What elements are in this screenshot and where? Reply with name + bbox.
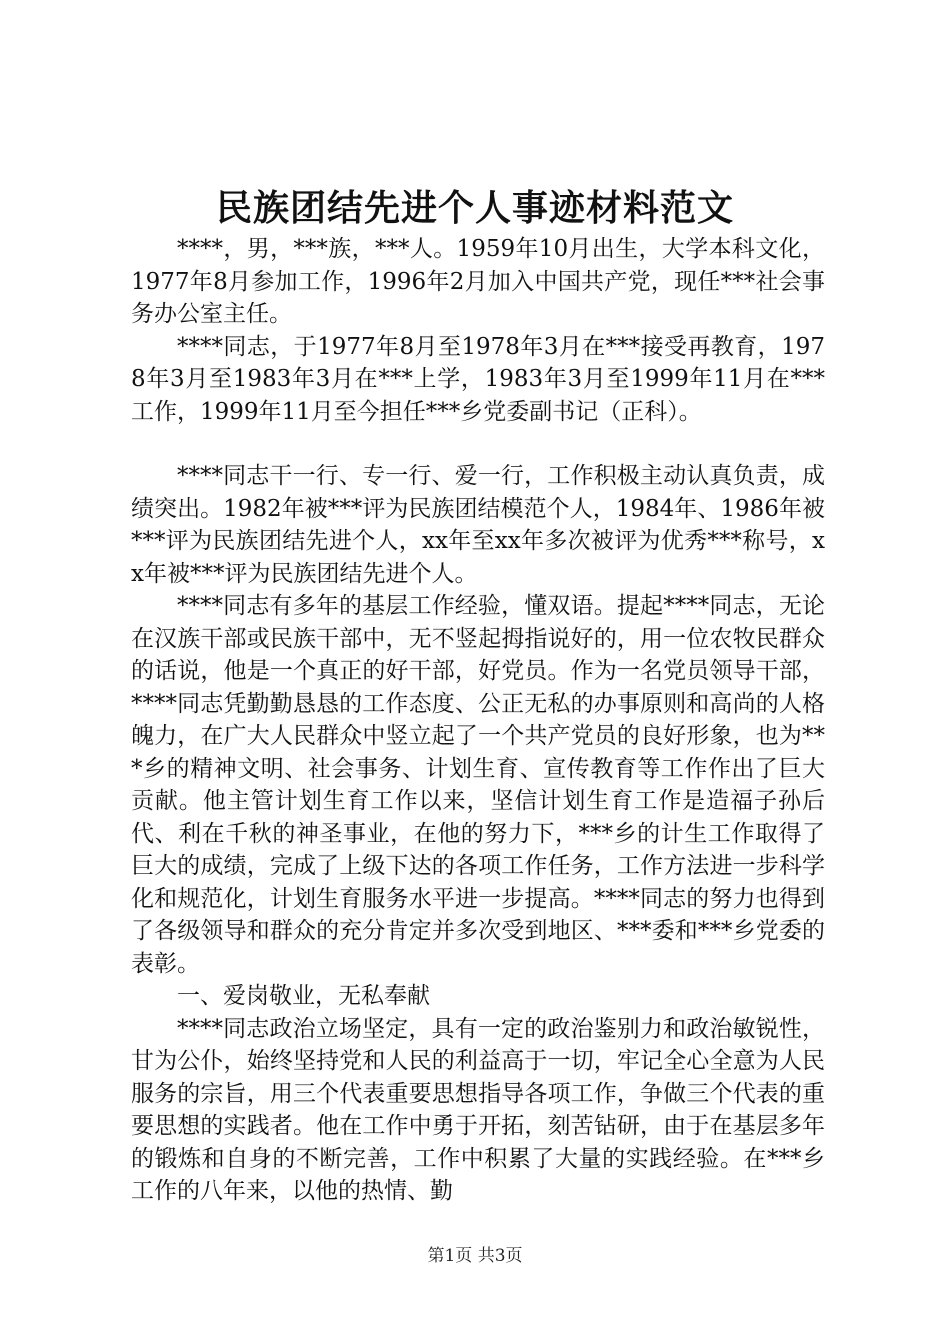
paragraph-honors: ****同志干一行、专一行、爱一行，工作积极主动认真负责，成绩突出。1982年被***评为民族团结模范个人，1984年、1986年被***评为民族团结先进个人，xx年至xx年多次被评为优秀***称号，xx年被***评为民族团结先进个人。 — [131, 463, 825, 587]
section-heading-dedication: 一、爱岗敬业，无私奉献 — [177, 983, 430, 1009]
page-number-footer: 第1页 共3页 — [427, 1246, 523, 1266]
paragraph-achievements: ****同志有多年的基层工作经验，懂双语。提起****同志，无论在汉族干部或民族干部中，无不竖起拇指说好的，用一位农牧民群众的话说，他是一个真正的好干部，好党员。作为一名党员领导干部，****同志凭勤勤恳恳的工作态度、公正无私的办事原则和高尚的人格魄力，在广大人民群众中竖立起了一个共产党员的良好形象，也为***乡的精神文明、社会事务、计划生育、宣传教育等工作作出了巨大贡献。他主管计划生育工作以来，坚信计划生育工作是造福子孙后代、利在千秋的神圣事业，在他的努力下，***乡的计生工作取得了巨大的成绩，完成了上级下达的各项工作任务，工作方法进一步科学化和规范化，计划生育服务水平进一步提高。****同志的努力也得到了各级领导和群众的充分肯定并多次受到地区、***委和***乡党委的表彰。 — [131, 593, 825, 977]
document-title: 民族团结先进个人事迹材料范文 — [215, 187, 734, 229]
paragraph-personal-info: ****，男，***族，***人。1959年10月出生，大学本科文化，1977年8月参加工作，1996年2月加入中国共产党，现任***社会事务办公室主任。 — [131, 236, 825, 327]
document-body — [131, 233, 825, 1208]
paragraph-political-stance: ****同志政治立场坚定，具有一定的政治鉴别力和政治敏锐性，甘为公仆，始终坚持党和人民的利益高于一切，牢记全心全意为人民服务的宗旨，用三个代表重要思想指导各项工作，争做三个代表的重要思想的实践者。他在工作中勇于开拓，刻苦钻研，由于在基层多年的锻炼和自身的不断完善，工作中积累了大量的实践经验。在***乡工作的八年来，以他的热情、勤 — [131, 1015, 825, 1204]
paragraph-work-history: ****同志，于1977年8月至1978年3月在***接受再教育，1978年3月至1983年3月在***上学，1983年3月至1999年11月在***工作，1999年11月至今担任***乡党委副书记（正科）。 — [131, 333, 825, 425]
